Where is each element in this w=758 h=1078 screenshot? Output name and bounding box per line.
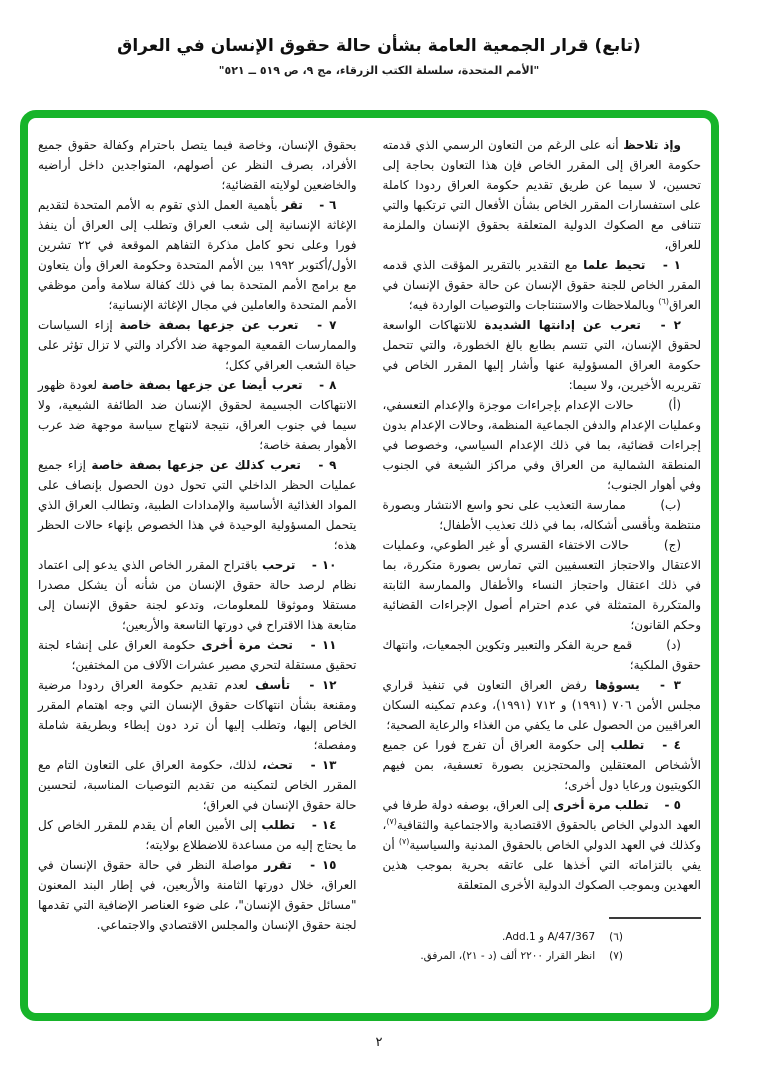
paragraph-lead: تعرب عن جزعها بصفة خاصة (119, 318, 299, 332)
paragraph-number: (د) (666, 638, 681, 652)
footnote-divider (609, 917, 701, 919)
paragraph-number: ١٥ - (310, 858, 337, 872)
paragraph-lead: تقرر (264, 858, 292, 872)
two-column-layout (28, 118, 711, 1013)
paragraph-number: ٣ - (659, 678, 681, 692)
footnote-ref: (٦) (658, 297, 669, 306)
paragraph: ١٢ - تأسف لعدم تقديم حكومة العراق ردودا مرضية ومقنعة بشأن انتهاكات حقوق الإنسان التي وجه اهتمام المقرر الخاص إليها، وتطلب إليها أن ترد دون إبطاء وبطريقة شاملة ومفصلة؛ (38, 678, 357, 752)
paragraph-number: ٥ - (664, 798, 681, 812)
paragraph: وإذ تلاحظ أنه على الرغم من التعاون الرسمي الذي قدمته حكومة العراق إلى المقرر الخاص فإن هذا التعاون بحاجة إلى تحسين، لا سيما عن طريق تقديم حكومة العراق ردودا كاملة على استفسارات المقرر الخاص بشأن الأفعال التي ترتكبها والتي تتنافى مع الصكوك الدولية المتعلقة بحقوق الإنسان والملزمة للعراق، (382, 138, 701, 252)
green-border-frame (20, 110, 719, 1021)
footnote-marker: (٦) (609, 931, 623, 943)
document-subtitle: "الأمم المتحدة، سلسلة الكتب الزرقاء، مج ٩، ص ٥١٩ ــ ٥٢١" (218, 64, 540, 77)
paragraph: بحقوق الإنسان، وخاصة فيما يتصل باحترام وكفالة حقوق جميع الأفراد، بصرف النظر عن أصولهم، المتواجدين داخل أراضيه والخاضعين لولايته القضائية؛ (38, 138, 357, 192)
paragraph: (ج) حالات الاختفاء القسري أو غير الطوعي، وعمليات الاعتقال والاحتجاز التعسفيين التي تمارس بصورة متكررة، بما في ذلك اعتقال واحتجاز النساء والأطفال والممارسة الثابتة والمتكررة المتمثلة في عدم احترام أصول الإجراءات القضائية وحكم القانون؛ (382, 538, 701, 632)
paragraph: ٤ - تطلب إلى حكومة العراق أن تفرج فورا عن جميع الأشخاص المعتقلين والمحتجزين بصورة تعسفية، بمن فيهم الكويتيون ورعايا دول أخرى؛ (382, 738, 701, 792)
paragraph: ٢ - تعرب عن إدانتها الشديدة للانتهاكات الواسعة لحقوق الإنسان، التي تتسم بطابع بالغ الخطورة، والتي تتحمل حكومة العراق المسؤولية عنها وأشار إليها المقرر الخاص في تقريريه الأخيرين، ولا سيما: (382, 318, 701, 392)
paragraph: (د) قمع حرية الفكر والتعبير وتكوين الجمعيات، وانتهاك حقوق الملكية؛ (382, 638, 701, 672)
page-number: ٢ (375, 1035, 383, 1050)
paragraph: ٧ - تعرب عن جزعها بصفة خاصة إزاء السياسات والممارسات القمعية الموجهة ضد الأكراد والتي لا تزال تؤثر على حياة الشعب العراقي ككل؛ (38, 318, 357, 372)
paragraph-number: ١١ - (310, 638, 337, 652)
paragraph: ٨ - تعرب أيضا عن جزعها بصفة خاصة لعودة ظهور الانتهاكات الجسيمة لحقوق الإنسان ضد الطائفة الشيعية، ولا سيما في جنوب العراق، نتيجة لانتهاج سياسة موجهة ضد عرب الأهوار بصفة خاصة؛ (38, 378, 357, 452)
paragraph-lead: تطلب مرة أخرى (553, 798, 649, 812)
paragraph: ٥ - تطلب مرة أخرى إلى العراق، بوصفه دولة طرفا في العهد الدولي الخاص بالحقوق الاقتصادية والاجتماعية والثقافية$^{(٧)}$، وكذلك في العهد الدولي الخاص بالحقوق المدنية والسياسية$^{(٧)}$ أن يفي بالتزاماته التي أخذها على عاتقه بحرية بموجب هذين العهدين وبموجب الصكوك الدولية الأخرى المتعلقة (382, 798, 701, 892)
paragraph: ١٣ - تحث، لذلك، حكومة العراق على التعاون التام مع المقرر الخاص لتمكينه من تقديم التوصيات المناسبة، لتحسين حالة حقوق الإنسان في العراق؛ (38, 758, 357, 812)
paragraph-lead: وإذ تلاحظ (623, 138, 681, 152)
paragraph-number: ٧ - (317, 318, 337, 332)
column-left-paragraphs (38, 135, 357, 935)
paragraph-number: ٢ - (660, 318, 681, 332)
document-header (0, 36, 758, 77)
paragraph-lead: تعرب كذلك عن جزعها بصفة خاصة (91, 458, 301, 472)
paragraph-lead: تطلب (610, 738, 645, 752)
paragraph: ٩ - تعرب كذلك عن جزعها بصفة خاصة إزاء جميع عمليات الحظر الداخلي التي تحول دون الحصول بإنصاف على المواد الغذائية الأساسية والإمدادات الطبية، وتطالب العراق الذي يتحمل المسؤولية الوحيدة في هذا الخصوص بإنهاء حالات الحظر هذه؛ (38, 458, 357, 552)
paragraph: ١٤ - تطلب إلى الأمين العام أن يقدم للمقرر الخاص كل ما يحتاج إليه من مساعدة للاضطلاع بولايته؛ (38, 818, 357, 852)
paragraph-lead: تقر (282, 198, 303, 212)
paragraph-number: ١ - (662, 258, 681, 272)
paragraph-number: (ب) (660, 498, 681, 512)
paragraph-lead: تأسف (255, 678, 291, 692)
paragraph: ٦ - تقر بأهمية العمل الذي تقوم به الأمم المتحدة لتقديم الإغاثة الإنسانية إلى شعب العراق وتطلب إلى العراق أن ينفذ فورا وعلى نحو كامل مذكرة التفاهم الموقعة في ٢٢ تشرين الأول/أكتوبر ١٩٩٢ بين الأمم المتحدة وحكومة العراق وأن يتعاون مع برامج الأمم المتحدة بما في ذلك كفالة سلامة وأمن موظفي الأمم المتحدة والعاملين في مجال الإغاثة الإنسانية؛ (38, 198, 357, 312)
paragraph-lead: تعرب أيضا عن جزعها بصفة خاصة (101, 378, 303, 392)
paragraph: ٣ - يسوؤها رفض العراق التعاون في تنفيذ قراري مجلس الأمن ٧٠٦ (١٩٩١) و ٧١٢ (١٩٩١)، وعدم تمكينه السكان العراقيين من الحصول على ما يكفي من الغذاء والرعاية الصحية؛ (382, 678, 701, 732)
paragraph: ١٠ - ترحب باقتراح المقرر الخاص الذي يدعو إلى اعتماد نظام لرصد حالة حقوق الإنسان من شأنه أن يشكل مصدرا مستقلا وموثوقا للمعلومات، وتدعو لجنة حقوق الإنسان إلى متابعة هذا الاقتراح في دورتها التاسعة والأربعين؛ (38, 558, 357, 632)
paragraph-number: ٩ - (318, 458, 337, 472)
paragraph-lead: تحث مرة أخرى (201, 638, 293, 652)
page-title: (تابع) قرار الجمعية العامة بشأن حالة حقوق الإنسان في العراق (117, 36, 641, 56)
paragraph-number: (أ) (668, 398, 681, 412)
paragraph: (ب) ممارسة التعذيب على نحو واسع الانتشار وبصورة منتظمة وبأقسى أشكاله، بما في ذلك تعذيب الأطفال؛ (382, 498, 701, 532)
page-footer (0, 1031, 758, 1050)
footnote: (٦)A/47/367 و Add.1. (502, 931, 623, 943)
paragraph-number: ٦ - (319, 198, 337, 212)
column-right (383, 135, 702, 1001)
paragraph-lead: ترحب (262, 558, 296, 572)
footnote-list (383, 928, 702, 966)
footnote-ref: (٧) (386, 817, 397, 826)
column-left (38, 135, 357, 1001)
paragraph-lead: يسوؤها (595, 678, 640, 692)
paragraph-number: ١٤ - (311, 818, 337, 832)
paragraph-number: ١٠ - (311, 558, 337, 572)
paragraph: ١ - تحيط علما مع التقدير بالتقرير المؤقت الذي قدمه المقرر الخاص للجنة حقوق الإنسان عن حالة حقوق الإنسان في العراق$^{(٦)}$ وبالملاحظات والاستنتاجات والتوصيات الواردة فيه؛ (382, 258, 701, 312)
paragraph-lead: تحيط علما (583, 258, 646, 272)
paragraph: (أ) حالات الإعدام بإجراءات موجزة والإعدام التعسفي، وعمليات الإعدام والدفن الجماعية المنظمة، وحالات الإعدام بدون إجراءات قضائية، بما في ذلك الإعدام السياسي، وخصوصا في المنطقة الشمالية من العراق وفي مراكز الشيعة في الجنوب وفي أهوار الجنوب؛ (382, 398, 701, 492)
paragraph-lead: تحث، (262, 758, 293, 772)
paragraph-number: ٤ - (662, 738, 681, 752)
paragraph-number: ٨ - (319, 378, 337, 392)
footnote-ref: (٧) (398, 837, 410, 846)
footnote: (٧)انظر القرار ٢٢٠٠ ألف (د - ٢١)، المرفق. (420, 950, 623, 962)
paragraph-lead: تعرب عن إدانتها الشديدة (484, 318, 641, 332)
paragraph: ١٥ - تقرر مواصلة النظر في حالة حقوق الإنسان في العراق، خلال دورتها الثامنة والأربعين، في إطار البند المعنون "مسائل حقوق الإنسان"، على ضوء العناصر الإضافية التي تقدمها لجنة حقوق الإنسان والمجلس الاقتصادي والاجتماعي. (38, 858, 357, 932)
footnote-marker: (٧) (609, 950, 623, 962)
paragraph-number: ١٣ - (310, 758, 337, 772)
column-right-paragraphs (383, 135, 702, 895)
paragraph-number: (ج) (663, 538, 681, 552)
paragraph-number: ١٢ - (309, 678, 337, 692)
footnotes-block (383, 917, 702, 966)
paragraph: ١١ - تحث مرة أخرى حكومة العراق على إنشاء لجنة تحقيق مستقلة لتحري مصير عشرات الآلاف من المختفين؛ (38, 638, 357, 672)
paragraph-lead: تطلب (261, 818, 296, 832)
